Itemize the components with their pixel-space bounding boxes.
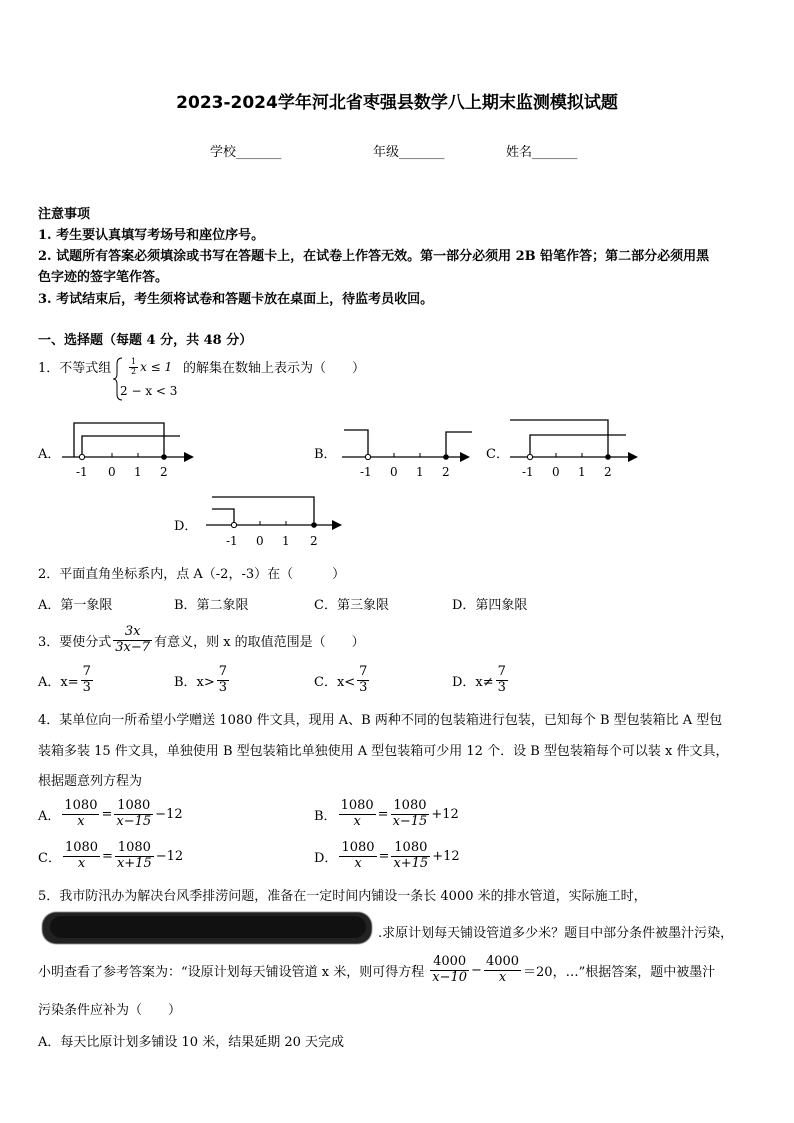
name-field: 姓名_______	[506, 145, 578, 160]
q4-line: 装箱多装 15 件文具，单独使用 B 型包装箱比单独使用 A 型包装箱可少用 12 个．设 B 型包装箱每个可以装 x 件文具，	[38, 744, 729, 759]
notice-item: 色字迹的签字笔作答。	[38, 270, 169, 285]
svg-text:1: 1	[282, 534, 290, 548]
q5-line: 污染条件应补为（ ）	[38, 1003, 182, 1018]
q5-line: .求原计划每天铺设管道多少米？题目中部分条件被墨汁污染，	[378, 926, 734, 941]
q1-system: $\frac{1}{2}$ x ≤ 1 2 − x < 3	[112, 356, 182, 402]
q2-option-a[interactable]: A．第一象限	[38, 598, 113, 613]
q2-stem: 2．平面直角坐标系内，点 A（-2，-3）在（ ）	[38, 567, 346, 582]
q1-option-b-numberline[interactable]	[336, 420, 476, 480]
q1-prefix: 1．不等式组	[38, 361, 112, 376]
svg-text:1: 1	[578, 465, 586, 479]
q4-line: 4．某单位向一所希望小学赠送 1080 件文具，现用 A、B 两种不同的包装箱进行包装，已知每个 B 型包装箱比 A 型包	[38, 713, 723, 728]
q1-suffix: 的解集在数轴上表示为（ ）	[183, 361, 366, 376]
notice-heading: 注意事项	[38, 207, 91, 222]
svg-text:1: 1	[416, 465, 424, 479]
svg-text:0: 0	[256, 534, 264, 548]
q2-option-b[interactable]: B．第二象限	[174, 598, 249, 613]
notice-item: 1. 考生要认真填写考场号和座位序号。	[38, 228, 265, 243]
q3-option-a[interactable]: A．x= $\frac{7}{3}$	[38, 664, 91, 695]
q1-option-a-label[interactable]: A．	[38, 447, 61, 462]
q5-equation-line: 小明查看了参考答案为：“设原计划每天铺设管道 x 米，则可得方程 $\frac{4000}{x-10}$ − $\frac{4000}{x}$ ＝20，…”根据答案，题中被墨汁	[38, 954, 716, 985]
q1-option-c-label[interactable]: C．	[486, 447, 509, 462]
svg-text:2: 2	[160, 465, 168, 479]
q4-option-c[interactable]: C． $\frac{1080}{x}$ = $\frac{1080}{x+15}$ −12	[38, 840, 184, 871]
q1-option-d-numberline[interactable]	[204, 490, 349, 552]
grade-field: 年级_______	[373, 145, 445, 160]
q1-option-a-numberline[interactable]	[60, 420, 200, 480]
q1-option-b-label[interactable]: B．	[314, 447, 337, 462]
q4-option-d[interactable]: D． $\frac{1080}{x}$ = $\frac{1080}{x+15}$ +12	[314, 840, 460, 871]
q4-line: 根据题意列方程为	[38, 774, 143, 789]
svg-text:2: 2	[604, 465, 612, 479]
q3-option-d[interactable]: D．x≠ $\frac{7}{3}$	[452, 664, 506, 695]
page-title: 2023-2024学年河北省枣强县数学八上期末监测模拟试题	[176, 93, 618, 113]
notice-item: 2. 试题所有答案必须填涂或书写在答题卡上，在试卷上作答无效。第一部分必须用 2B 铅笔作答；第二部分必须用黑	[38, 249, 710, 264]
svg-text:-1: -1	[76, 465, 88, 479]
svg-text:0: 0	[390, 465, 398, 479]
section-heading: 一、选择题（每题 4 分，共 48 分）	[38, 333, 253, 348]
svg-text:1: 1	[134, 465, 142, 479]
svg-text:-1: -1	[360, 465, 372, 479]
q2-option-d[interactable]: D．第四象限	[452, 598, 528, 613]
q4-option-a[interactable]: A． $\frac{1080}{x}$ = $\frac{1080}{x-15}$ −12	[38, 798, 183, 829]
svg-text:0: 0	[552, 465, 560, 479]
svg-text:-1: -1	[522, 465, 534, 479]
svg-text:-1: -1	[226, 534, 238, 548]
ink-smudge-core	[50, 916, 366, 938]
school-field: 学校_______	[210, 145, 282, 160]
q3-option-b[interactable]: B．x> $\frac{7}{3}$	[174, 664, 228, 695]
q3-option-c[interactable]: C．x< $\frac{7}{3}$	[314, 664, 368, 695]
svg-text:0: 0	[108, 465, 116, 479]
q5-option-a[interactable]: A．每天比原计划多铺设 10 米，结果延期 20 天完成	[38, 1035, 345, 1050]
q3-stem: 3．要使分式 $\frac{3x}{3x-7}$ 有意义，则 x 的取值范围是（ ）	[38, 624, 365, 655]
q5-line: 5．我市防汛办为解决台风季排涝问题，准备在一定时间内铺设一条长 4000 米的排水管道，实际施工时，	[38, 889, 647, 904]
q1-option-c-numberline[interactable]	[508, 416, 643, 480]
notice-item: 3. 考试结束后，考生须将试卷和答题卡放在桌面上，待监考员收回。	[38, 292, 434, 307]
svg-text:2: 2	[442, 465, 450, 479]
q2-option-c[interactable]: C．第三象限	[314, 598, 389, 613]
q1-option-d-label[interactable]: D．	[174, 519, 198, 534]
q4-option-b[interactable]: B． $\frac{1080}{x}$ = $\frac{1080}{x-15}$ +12	[314, 798, 459, 829]
svg-text:2: 2	[310, 534, 318, 548]
